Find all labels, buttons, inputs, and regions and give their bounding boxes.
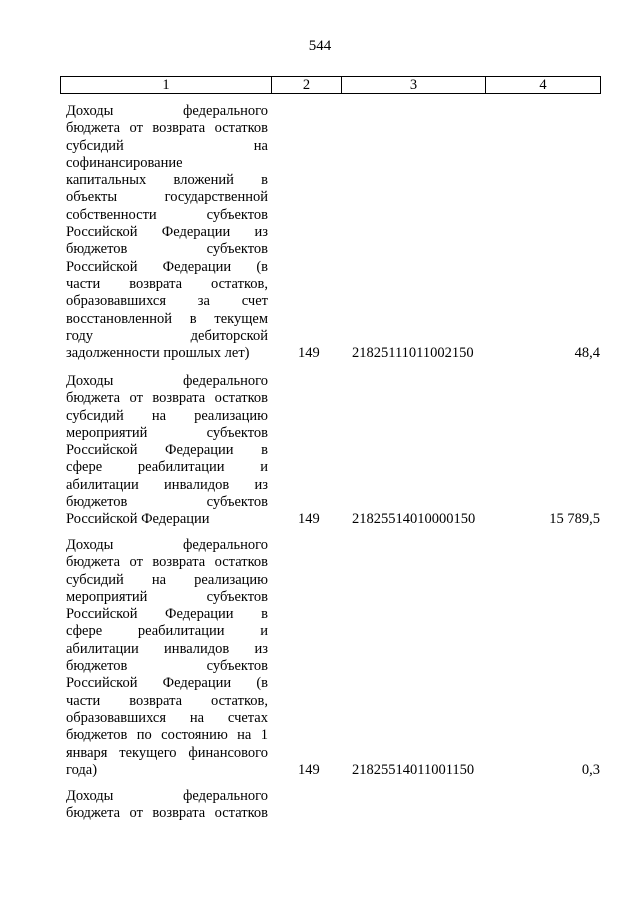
row-description <box>66 103 268 362</box>
description-line: бюджетов субъектов <box>66 658 268 675</box>
description-line: восстановленной в текущем <box>66 310 268 327</box>
description-line: мероприятий субъектов <box>66 424 268 441</box>
description-line: Доходы федерального <box>66 373 268 389</box>
budget-classification-code: 21825514010000150 <box>352 511 476 527</box>
description-line: января текущего финансового <box>66 744 268 761</box>
description-line: задолженности прошлых лет) <box>66 345 250 362</box>
description-line: субсидий на реализацию <box>66 407 268 424</box>
description-line: Российской Федерации (в <box>66 258 268 275</box>
row-description <box>66 788 268 823</box>
description-line: года) <box>66 761 98 778</box>
column-header-4: 4 <box>486 77 601 94</box>
column-header-1: 1 <box>61 77 272 94</box>
budget-classification-code: 21825111011002150 <box>352 345 474 361</box>
description-line: субсидий на реализацию <box>66 571 268 588</box>
description-line: Российской Федерации в <box>66 606 268 623</box>
admin-code: 149 <box>298 345 320 361</box>
description-line: бюджета от возврата остатков <box>66 390 268 407</box>
description-line: Доходы федерального <box>66 788 268 804</box>
description-line: образовавшихся за счет <box>66 293 268 310</box>
description-line: Доходы федерального <box>66 103 268 119</box>
description-line: объекты государственной <box>66 189 268 206</box>
description-line: Российской Федерации из <box>66 224 268 241</box>
description-line: Доходы федерального <box>66 537 268 553</box>
description-line: мероприятий субъектов <box>66 588 268 605</box>
admin-code: 149 <box>298 511 320 527</box>
description-line: собственности субъектов <box>66 206 268 223</box>
row-description <box>66 537 268 779</box>
description-line: абилитации инвалидов из <box>66 640 268 657</box>
column-header-row <box>61 77 601 94</box>
description-line: сфере реабилитации и <box>66 623 268 640</box>
column-header-3: 3 <box>342 77 486 94</box>
description-line: капитальных вложений в <box>66 172 268 189</box>
description-line: сфере реабилитации и <box>66 459 268 476</box>
page-number: 544 <box>308 38 332 54</box>
description-line: бюджетов субъектов <box>66 494 268 511</box>
description-line: бюджетов субъектов <box>66 241 268 258</box>
row-description <box>66 373 268 529</box>
description-line: части возврата остатков, <box>66 275 268 292</box>
column-header-2: 2 <box>272 77 342 94</box>
amount-value: 48,4 <box>574 345 600 361</box>
amount-value: 0,3 <box>581 762 600 778</box>
description-line: Российской Федерации (в <box>66 675 268 692</box>
budget-classification-code: 21825514011001150 <box>352 762 475 778</box>
description-line: субсидий на <box>66 137 268 154</box>
amount-value: 15 789,5 <box>549 511 600 527</box>
description-line: году дебиторской <box>66 327 268 344</box>
description-line: части возврата остатков, <box>66 692 268 709</box>
description-line: образовавшихся на счетах <box>66 709 268 726</box>
admin-code: 149 <box>298 762 320 778</box>
description-line: Российской Федерации <box>66 511 210 528</box>
description-line: бюджета от возврата остатков <box>66 805 268 822</box>
description-line: бюджета от возврата остатков <box>66 120 268 137</box>
description-line: бюджета от возврата остатков <box>66 554 268 571</box>
description-line: бюджетов по состоянию на 1 <box>66 727 268 744</box>
description-line: софинансирование <box>66 154 183 171</box>
column-header-table <box>60 76 601 94</box>
description-line: Российской Федерации в <box>66 442 268 459</box>
description-line: абилитации инвалидов из <box>66 476 268 493</box>
